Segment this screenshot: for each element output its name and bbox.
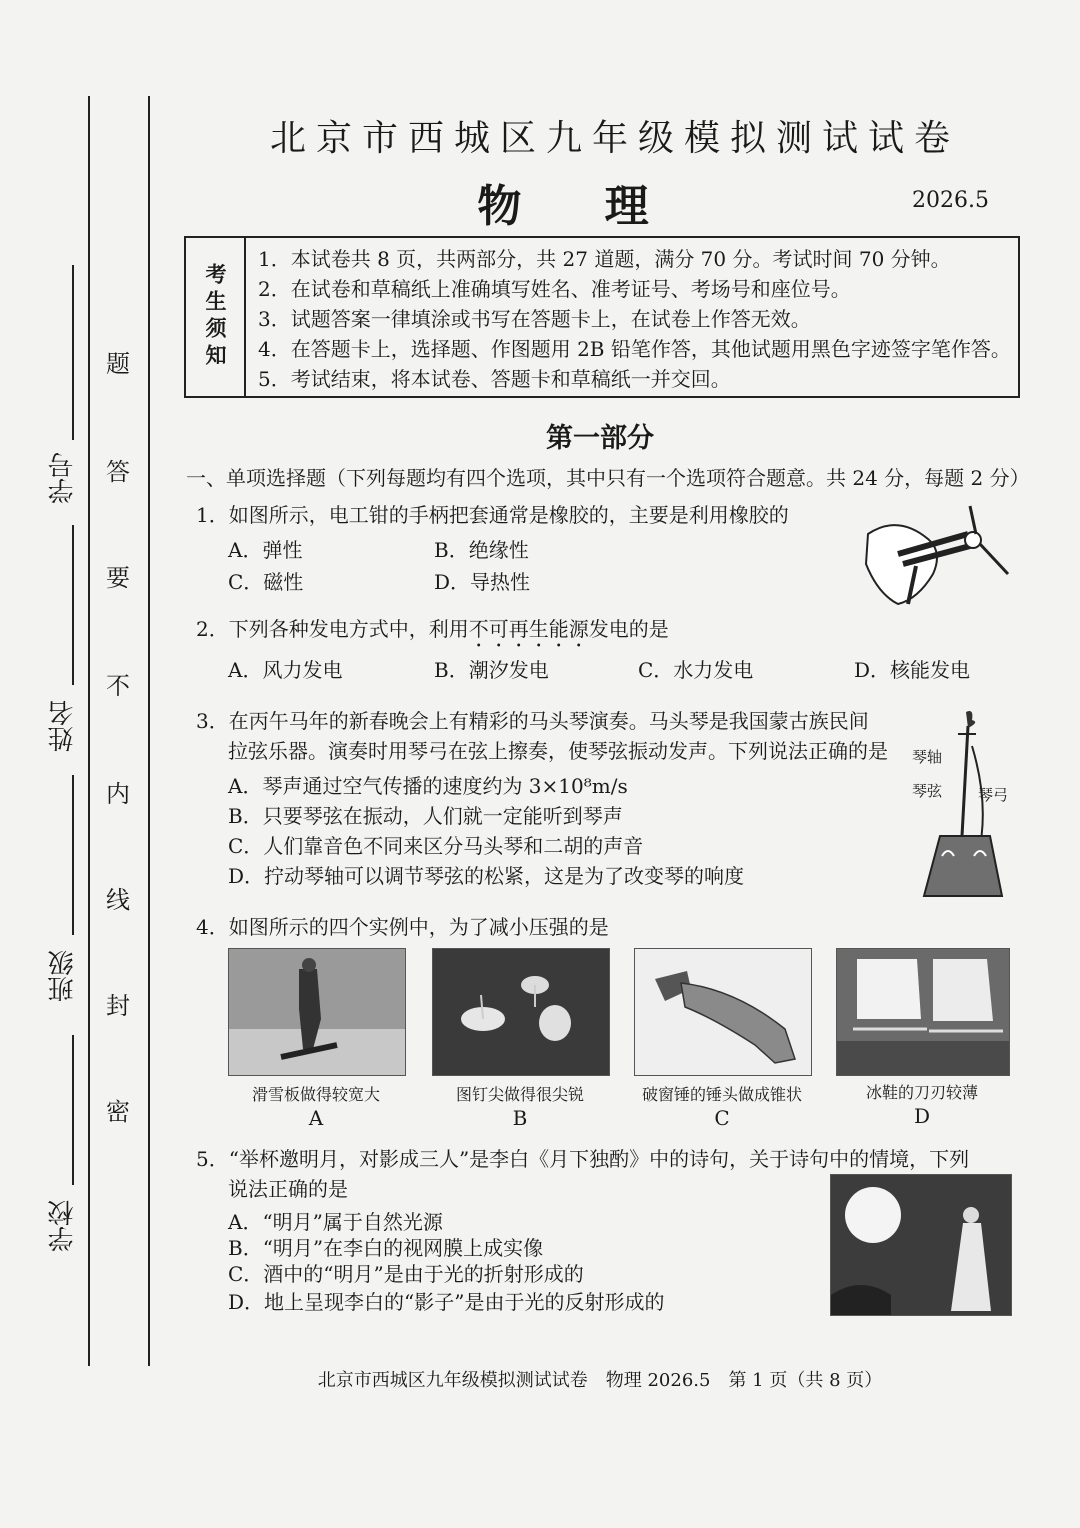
id-label: 学号 [48, 452, 78, 504]
question-5-option-d[interactable]: D．地上呈现李白的“影子”是由于光的反射形成的 [228, 1290, 665, 1314]
notice-heading-cell [186, 238, 246, 396]
name-label: 姓名 [48, 700, 78, 752]
seal-char: 答 [106, 458, 130, 486]
notice-heading: 考生须知 [203, 263, 228, 371]
image-caption-d: 冰鞋的刀刃较薄 [865, 1083, 978, 1102]
question-2-stem [196, 614, 669, 652]
part-title: 第一部分 [546, 423, 654, 454]
image-caption-c: 破窗锤的锤头做成锥状 [641, 1085, 802, 1104]
pliers-figure [858, 504, 1018, 612]
seal-char: 密 [106, 1098, 130, 1126]
notice-item: 5．考试结束，将本试卷、答题卡和草稿纸一并交回。 [258, 367, 731, 391]
safety-hammer-photo [634, 948, 812, 1076]
question-1-option-d[interactable]: D．导热性 [434, 570, 531, 594]
subject-title: 物 理 [477, 181, 683, 232]
question-2-option-b[interactable]: B．潮汐发电 [434, 658, 549, 682]
question-5-stem-line: 5．“举杯邀明月，对影成三人”是李白《月下独酌》中的诗句，关于诗句中的情境，下列 [196, 1147, 970, 1171]
id-fill-line[interactable] [72, 265, 74, 440]
image-letter-c[interactable]: C [714, 1106, 730, 1130]
moon-poet-figure [830, 1174, 1012, 1316]
page-footer: 北京市西城区九年级模拟测试试卷 物理 2026.5 第 1 页（共 8 页） [317, 1370, 883, 1391]
question-4-stem: 4．如图所示的四个实例中，为了减小压强的是 [196, 915, 609, 939]
snowboard-photo [228, 948, 406, 1076]
school-fill-line[interactable] [72, 1035, 74, 1185]
image-letter-b[interactable]: B [512, 1106, 528, 1130]
question-5-option-a[interactable]: A．“明月”属于自然光源 [228, 1210, 443, 1234]
school-label: 学校 [48, 1200, 78, 1252]
question-3-stem-line: 3．在丙午马年的新春晚会上有精彩的马头琴演奏。马头琴是我国蒙古族民间 [196, 709, 869, 733]
notice-item: 4．在答题卡上，选择题、作图题用 2B 铅笔作答，其他试题用黑色字迹签字笔作答。 [258, 337, 1011, 361]
binding-line-outer [88, 96, 90, 1366]
image-letter-d[interactable]: D [913, 1104, 931, 1128]
question-3-option-d[interactable]: D．拧动琴轴可以调节琴弦的松紧，这是为了改变琴的响度 [228, 864, 745, 888]
question-5-option-c[interactable]: C．酒中的“明月”是由于光的折射形成的 [228, 1262, 584, 1286]
figure-label-bow: 琴弓 [978, 786, 1009, 804]
question-1-option-c[interactable]: C．磁性 [228, 570, 304, 594]
class-label: 班级 [48, 950, 78, 1002]
question-1-option-b[interactable]: B．绝缘性 [434, 538, 529, 562]
figure-label-tuning-peg: 琴轴 [912, 748, 943, 766]
question-3-option-a[interactable]: A．琴声通过空气传播的速度约为 3×10⁸m/s [228, 774, 628, 798]
section-title: 一、单项选择题（下列每题均有四个选项，其中只有一个选项符合题意。共 24 分，每题 2 分） [186, 466, 1030, 490]
class-fill-line[interactable] [72, 775, 74, 935]
name-fill-line[interactable] [72, 525, 74, 685]
seal-char: 要 [106, 564, 130, 592]
binding-line-inner [148, 96, 150, 1366]
question-2-stem-post: 发电的是 [588, 617, 669, 641]
thumbtack-photo [432, 948, 610, 1076]
question-1-stem: 1．如图所示，电工钳的手柄把套通常是橡胶的，主要是利用橡胶的 [196, 503, 789, 527]
question-2-stem-emphasis: 不可再生能源 [468, 617, 589, 641]
question-2-option-c[interactable]: C．水力发电 [638, 658, 754, 682]
image-letter-a[interactable]: A [308, 1106, 324, 1130]
question-1-option-a[interactable]: A．弹性 [228, 538, 303, 562]
notice-list [258, 244, 1011, 394]
notice-box [184, 236, 1020, 398]
question-3-option-b[interactable]: B．只要琴弦在振动，人们就一定能听到琴声 [228, 804, 623, 828]
notice-item: 2．在试卷和草稿纸上准确填写姓名、准考证号、考场号和座位号。 [258, 277, 851, 301]
question-3-stem-line: 拉弦乐器。演奏时用琴弓在弦上擦奏，使琴弦振动发声。下列说法正确的是 [228, 739, 888, 763]
seal-char: 内 [106, 780, 130, 808]
question-2-option-d[interactable]: D．核能发电 [854, 658, 971, 682]
question-2-option-a[interactable]: A．风力发电 [228, 658, 343, 682]
notice-item: 1．本试卷共 8 页，共两部分，共 27 道题，满分 70 分。考试时间 70 分钟。 [258, 247, 951, 271]
seal-char: 题 [106, 350, 130, 378]
figure-label-string: 琴弦 [912, 782, 943, 800]
image-caption-b: 图钉尖做得很尖锐 [455, 1085, 584, 1104]
question-2-stem-pre: 2．下列各种发电方式中，利用 [196, 617, 469, 641]
exam-title: 北京市西城区九年级模拟测试试卷 [269, 118, 960, 159]
notice-item: 3．试题答案一律填涂或书写在答题卡上，在试卷上作答无效。 [258, 307, 811, 331]
question-3-option-c[interactable]: C．人们靠音色不同来区分马头琴和二胡的声音 [228, 834, 644, 858]
ice-skate-photo [836, 948, 1010, 1076]
image-caption-a: 滑雪板做得较宽大 [251, 1085, 380, 1104]
seal-char: 不 [106, 672, 130, 700]
seal-char: 封 [106, 992, 130, 1020]
question-5-option-b[interactable]: B．“明月”在李白的视网膜上成实像 [228, 1236, 544, 1260]
question-5-stem-line: 说法正确的是 [228, 1177, 348, 1201]
exam-date: 2026.5 [912, 188, 989, 213]
seal-char: 线 [106, 886, 130, 914]
